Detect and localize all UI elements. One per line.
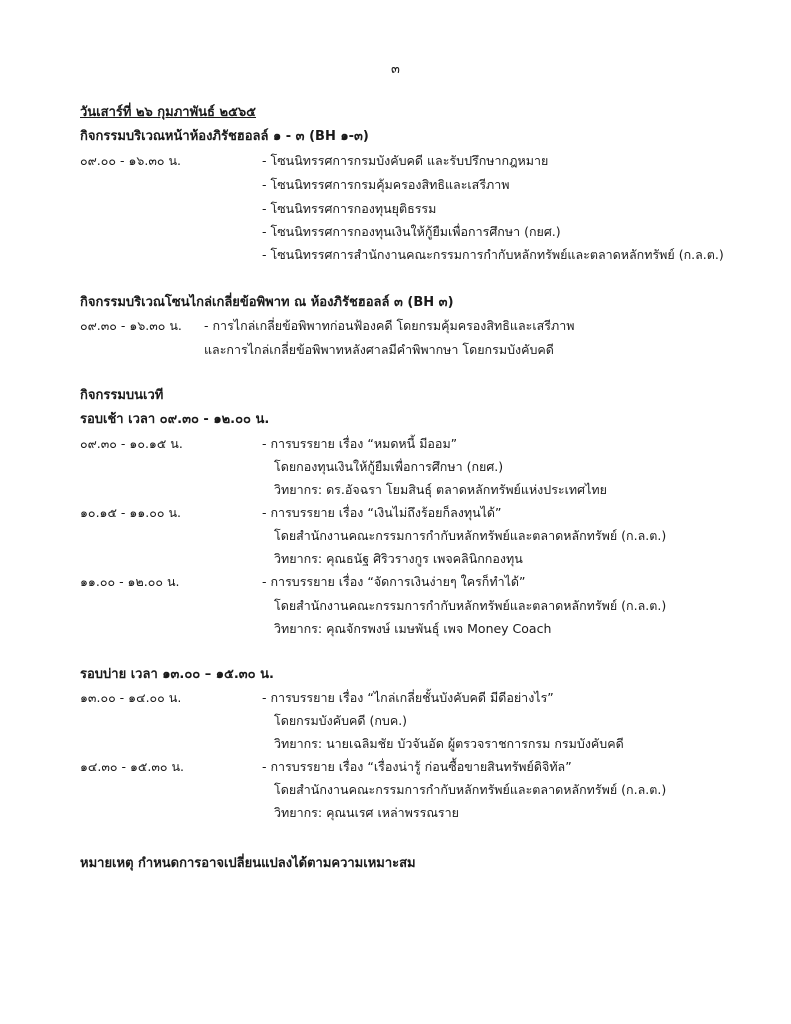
remark-note: หมายเหตุ กำหนดการอาจเปลี่ยนแปลงได้ตามความเหมาะสม [80, 856, 416, 871]
session-talk: - การบรรยาย เรื่อง “เรื่องน่ารู้ ก่อนซื้อขายสินทรัพย์ดิจิทัล” [262, 759, 572, 774]
session-talk: - การบรรยาย เรื่อง “หมดหนี้ มีออม” [262, 436, 458, 451]
session-speaker: วิทยากร: ดร.อัจฉรา โยมสินธุ์ ตลาดหลักทรัพย์แห่งประเทศไทย [274, 482, 607, 497]
section2-title: กิจกรรมบริเวณโซนไกล่เกลี่ยข้อพิพาท ณ ห้องภิรัชฮอลล์ ๓ (BH ๓) [80, 295, 454, 310]
mediation-line: - การไกล่เกลี่ยข้อพิพาทก่อนฟ้องคดี โดยกรมคุ้มครองสิทธิและเสรีภาพ [204, 318, 575, 333]
page-number: ๓ [391, 62, 400, 77]
section3-title: กิจกรรมบนเวที [80, 388, 164, 403]
morning-title: รอบเช้า เวลา ๐๙.๓๐ - ๑๒.๐๐ น. [80, 412, 270, 427]
date-heading: วันเสาร์ที่ ๒๖ กุมภาพันธ์ ๒๕๖๕ [80, 105, 257, 120]
exhibit-item: - โซนนิทรรศการสำนักงานคณะกรรมการกำกับหลักทรัพย์และตลาดหลักทรัพย์ (ก.ล.ต.) [262, 247, 724, 262]
session-speaker: วิทยากร: นายเฉลิมชัย บัวจันอัด ผู้ตรวจราชการกรม กรมบังคับคดี [274, 736, 624, 751]
exhibit-item: - โซนนิทรรศการกองทุนยุติธรรม [262, 201, 437, 216]
session-talk: - การบรรยาย เรื่อง “เงินไม่ถึงร้อยก็ลงทุนได้” [262, 505, 502, 520]
section1-title: กิจกรรมบริเวณหน้าห้องภิรัชฮอลล์ ๑ - ๓ (BH ๑-๓) [80, 129, 369, 144]
section2-time: ๐๙.๓๐ - ๑๖.๓๐ น. [80, 318, 182, 333]
mediation-line: และการไกล่เกลี่ยข้อพิพาทหลังศาลมีคำพิพากษา โดยกรมบังคับคดี [204, 342, 554, 357]
exhibit-item: - โซนนิทรรศการกรมบังคับคดี และรับปรึกษากฎหมาย [262, 153, 549, 168]
afternoon-title: รอบบ่าย เวลา ๑๓.๐๐ – ๑๕.๓๐ น. [80, 667, 274, 682]
session-org: โดยกองทุนเงินให้กู้ยืมเพื่อการศึกษา (กยศ.) [274, 459, 504, 474]
session-time: ๑๓.๐๐ - ๑๔.๐๐ น. [80, 690, 182, 705]
session-time: ๑๑.๐๐ - ๑๒.๐๐ น. [80, 574, 180, 589]
exhibit-item: - โซนนิทรรศการกองทุนเงินให้กู้ยืมเพื่อการศึกษา (กยศ.) [262, 224, 561, 239]
session-org: โดยสำนักงานคณะกรรมการกำกับหลักทรัพย์และตลาดหลักทรัพย์ (ก.ล.ต.) [274, 782, 667, 797]
session-speaker: วิทยากร: คุณจักรพงษ์ เมษพันธุ์ เพจ Money Coach [274, 621, 552, 636]
section1-time: ๐๙.๐๐ - ๑๖.๓๐ น. [80, 153, 181, 168]
session-org: โดยสำนักงานคณะกรรมการกำกับหลักทรัพย์และตลาดหลักทรัพย์ (ก.ล.ต.) [274, 528, 667, 543]
session-talk: - การบรรยาย เรื่อง “จัดการเงินง่ายๆ ใครก็ทำได้” [262, 574, 526, 589]
session-time: ๑๐.๑๕ - ๑๑.๐๐ น. [80, 505, 181, 520]
session-talk: - การบรรยาย เรื่อง “ไกล่เกลี่ยชั้นบังคับคดี มีดีอย่างไร” [262, 690, 554, 705]
session-time: ๑๔.๓๐ - ๑๕.๓๐ น. [80, 759, 185, 774]
session-speaker: วิทยากร: คุณนเรศ เหล่าพรรณราย [274, 805, 459, 820]
session-org: โดยสำนักงานคณะกรรมการกำกับหลักทรัพย์และตลาดหลักทรัพย์ (ก.ล.ต.) [274, 598, 667, 613]
exhibit-item: - โซนนิทรรศการกรมคุ้มครองสิทธิและเสรีภาพ [262, 177, 510, 192]
session-speaker: วิทยากร: คุณธนัฐ ศิริวรางกูร เพจคลินิกกองทุน [274, 551, 523, 566]
session-org: โดยกรมบังคับคดี (กบค.) [274, 713, 408, 728]
session-time: ๐๙.๓๐ - ๑๐.๑๕ น. [80, 436, 183, 451]
